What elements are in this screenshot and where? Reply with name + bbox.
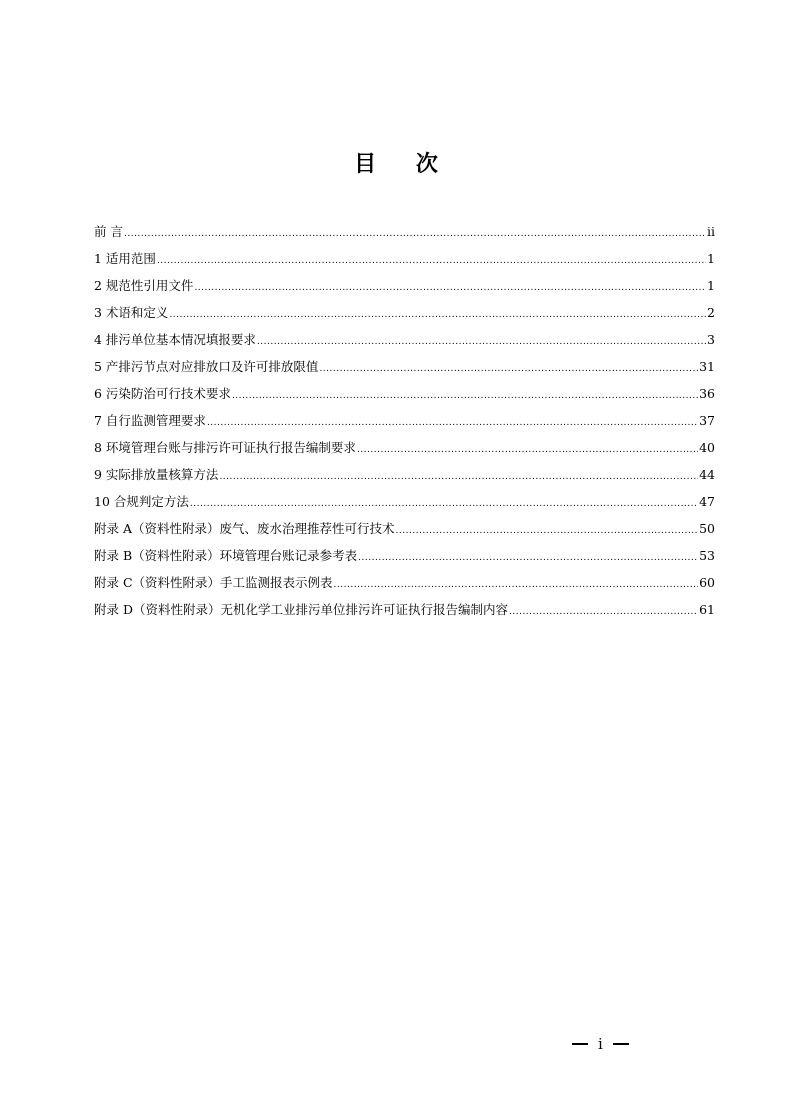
toc-entry-10[interactable]: [94, 492, 715, 519]
toc-leader-dots: [396, 521, 699, 541]
toc-entry-label: 5 产排污节点对应排放口及许可排放限值: [94, 359, 319, 374]
toc-entry-page: 3: [707, 332, 715, 347]
toc-entry-page: 50: [699, 521, 715, 536]
toc-entry-appendix-b[interactable]: [94, 546, 715, 573]
toc-entry-8[interactable]: [94, 438, 715, 465]
toc-entry-label: 7 自行监测管理要求: [94, 413, 206, 428]
toc-entry-2[interactable]: [94, 276, 715, 303]
toc-entry-label: 附录 C（资料性附录）手工监测报表示例表: [94, 575, 333, 590]
page-number: i: [598, 1035, 603, 1053]
toc-entry-appendix-d[interactable]: [94, 600, 715, 627]
toc-leader-dots: [207, 413, 698, 433]
toc-entry-page: ii: [707, 224, 715, 239]
toc-entry-page: 61: [699, 602, 715, 617]
toc-entry-1[interactable]: [94, 249, 715, 276]
toc-entry-appendix-c[interactable]: [94, 573, 715, 600]
footer-dash-left: [572, 1043, 588, 1045]
toc-entry-page: 1: [707, 278, 715, 293]
toc-leader-dots: [219, 467, 698, 487]
toc-entry-page: 36: [699, 386, 715, 401]
page-title: 目 次: [354, 152, 454, 177]
footer-dash-right: [613, 1043, 629, 1045]
toc-entry-appendix-a[interactable]: [94, 519, 715, 546]
toc-entry-label: 4 排污单位基本情况填报要求: [94, 332, 256, 347]
toc-entry-page: 40: [699, 440, 715, 455]
toc-entry-page: 37: [699, 413, 715, 428]
toc-entry-page: 60: [699, 575, 715, 590]
toc-entry-preface[interactable]: [94, 222, 715, 249]
toc-entry-6[interactable]: [94, 384, 715, 411]
page-footer: [572, 1034, 629, 1054]
toc-entry-label: 附录 D（资料性附录）无机化学工业排污单位排污许可证执行报告编制内容: [94, 602, 508, 617]
toc-leader-dots: [358, 548, 698, 568]
toc-leader-dots: [157, 251, 706, 271]
toc-entry-3[interactable]: [94, 303, 715, 330]
toc-entry-label: 2 规范性引用文件: [94, 278, 194, 293]
toc-entry-label: 8 环境管理台账与排污许可证执行报告编制要求: [94, 440, 356, 455]
toc-entry-4[interactable]: [94, 330, 715, 357]
toc-leader-dots: [334, 575, 699, 595]
toc-entry-page: 47: [699, 494, 715, 509]
toc-entry-label: 1 适用范围: [94, 251, 156, 266]
toc-leader-dots: [194, 278, 706, 298]
toc-leader-dots: [257, 332, 706, 352]
toc-leader-dots: [509, 602, 698, 622]
toc-entry-page: 53: [699, 548, 715, 563]
toc-entry-label: 前 言: [94, 224, 123, 239]
toc-entry-page: 44: [699, 467, 715, 482]
toc-entry-label: 6 污染防治可行技术要求: [94, 386, 231, 401]
toc-entry-7[interactable]: [94, 411, 715, 438]
toc-entry-page: 2: [707, 305, 715, 320]
toc-entry-label: 9 实际排放量核算方法: [94, 467, 219, 482]
toc-leader-dots: [357, 440, 698, 460]
toc-leader-dots: [319, 359, 698, 379]
toc-leader-dots: [124, 224, 706, 244]
toc-entry-page: 31: [699, 359, 715, 374]
toc-entry-page: 1: [707, 251, 715, 266]
toc-entry-9[interactable]: [94, 465, 715, 492]
toc-entry-label: 附录 B（资料性附录）环境管理台账记录参考表: [94, 548, 358, 563]
toc-leader-dots: [190, 494, 698, 514]
toc-leader-dots: [232, 386, 698, 406]
toc-entry-label: 附录 A（资料性附录）废气、废水治理推荐性可行技术: [94, 521, 395, 536]
table-of-contents: [94, 222, 715, 627]
toc-entry-label: 10 合规判定方法: [94, 494, 189, 509]
toc-entry-5[interactable]: [94, 357, 715, 384]
toc-leader-dots: [169, 305, 706, 325]
toc-entry-label: 3 术语和定义: [94, 305, 169, 320]
